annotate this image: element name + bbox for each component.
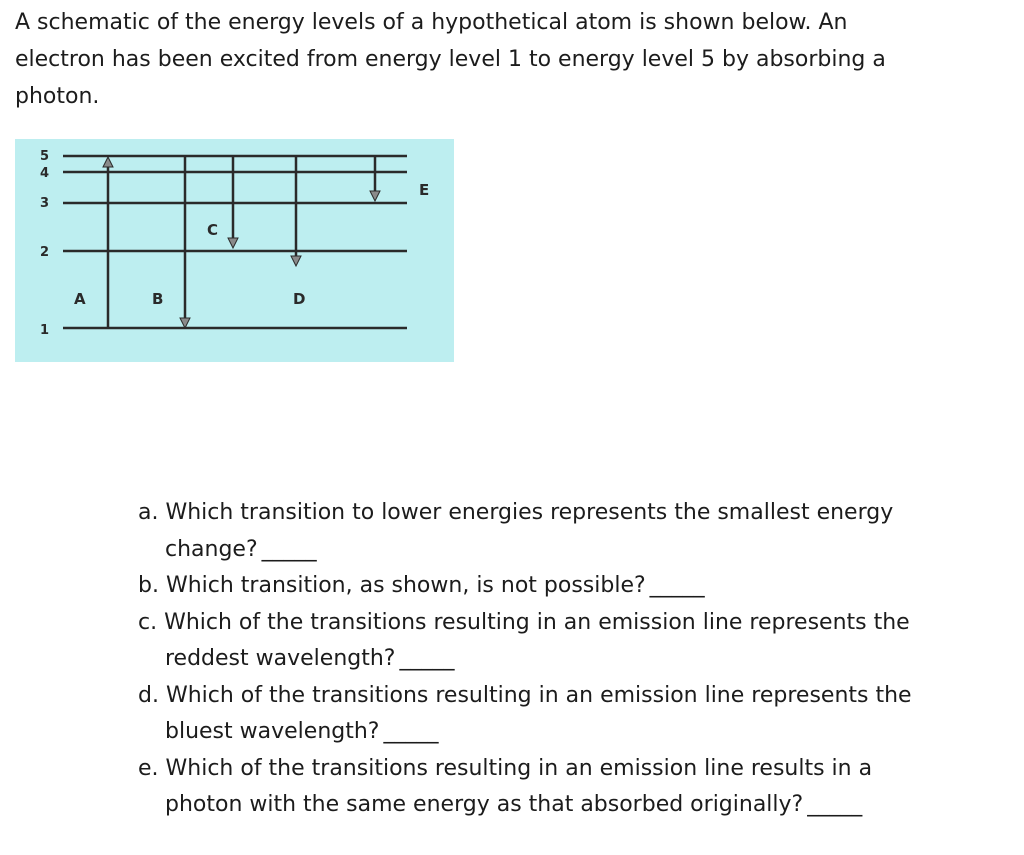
question-d	[138, 678, 938, 751]
transition-label-d: D	[293, 290, 306, 308]
question-list	[138, 495, 938, 824]
level-label-1: 1	[40, 323, 50, 338]
transition-a-arrow	[103, 157, 113, 328]
question-text: d. Which of the transitions resulting in an emission line represents the bluest wavelength?	[138, 682, 912, 744]
energy-level-diagram	[15, 139, 454, 362]
transition-b-arrow	[180, 156, 190, 328]
answer-blank: _____	[649, 573, 705, 598]
question-c	[138, 605, 938, 678]
transition-label-a: A	[74, 290, 86, 308]
answer-blank: _____	[807, 792, 863, 817]
answer-blank: _____	[383, 719, 439, 744]
level-label-5: 5	[40, 149, 50, 164]
question-e	[138, 751, 938, 824]
transition-e-arrow	[370, 156, 380, 201]
answer-blank: _____	[261, 536, 317, 562]
question-text: e. Which of the transitions resulting in an emission line results in a photon with the same energy as that absorbed originally?	[138, 755, 873, 817]
transition-label-b: B	[152, 290, 164, 308]
intro-paragraph: A schematic of the energy levels of a hypothetical atom is shown below. An electron has been excited from energy level 1 to energy level 5 by absorbing a photon.	[15, 10, 886, 109]
level-label-3: 3	[40, 196, 50, 211]
level-label-4: 4	[40, 166, 50, 181]
question-text: b. Which transition, as shown, is not possible?	[138, 573, 646, 598]
transition-label-c: C	[207, 221, 219, 239]
level-label-2: 2	[40, 245, 50, 260]
question-text: c. Which of the transitions resulting in an emission line represents the reddest wavelength?	[138, 609, 910, 671]
transition-label-e: E	[419, 181, 430, 199]
question-text: a. Which transition to lower energies represents the smallest energy change?	[138, 500, 894, 562]
question-b	[138, 568, 938, 605]
answer-blank: _____	[399, 646, 455, 671]
question-a	[138, 495, 938, 568]
